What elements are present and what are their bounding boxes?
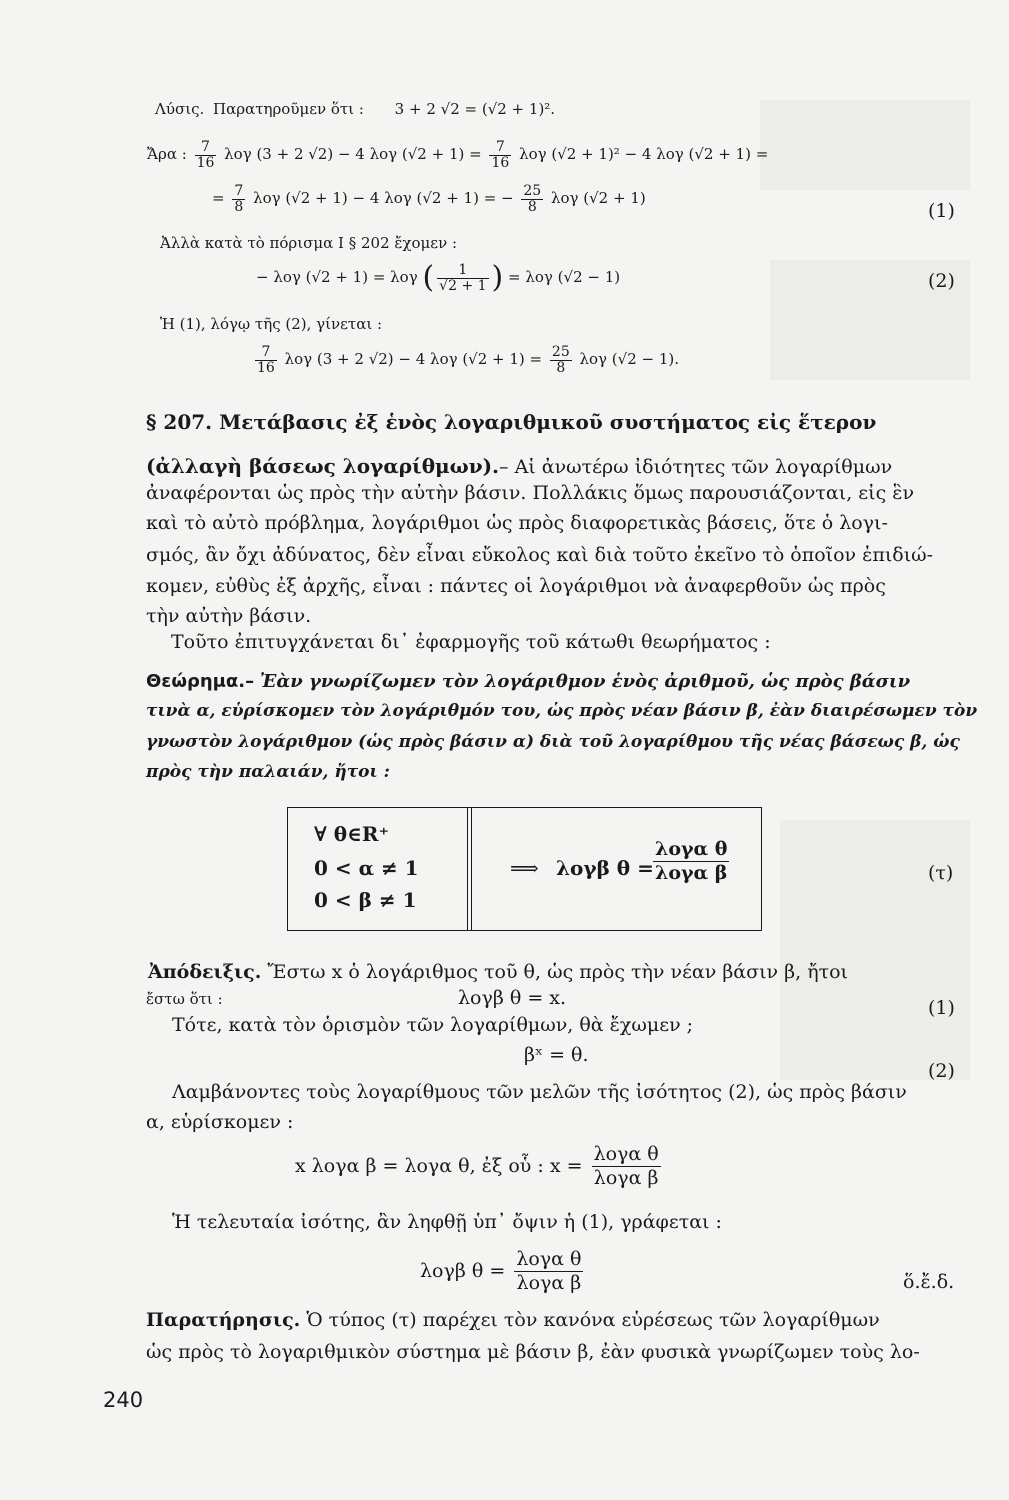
qed-mark: ὅ.ἔ.δ. (903, 1271, 955, 1293)
solution-line-7: $\frac{7}{16}$ λογ (3 + 2 √2) − 4 λογ (√2 + 1) = $\frac{25}{8}$ λογ (√2 − 1). (257, 344, 680, 376)
paragraph-line: καὶ τὸ αὐτὸ πρόβλημα, λογάριθμοι ὡς πρὸς διαφορετικὰς βάσεις, ὅτε ὁ λογι- (146, 512, 888, 534)
box-condition-theta: ∀ θ∈R⁺ (314, 822, 390, 846)
box-condition-alpha: 0 < α ≠ 1 (314, 856, 419, 880)
paragraph-line: Τοῦτο ἐπιτυγχάνεται δι᾽ ἐφαρμογῆς τοῦ κάτωθι θεωρήματος : (171, 631, 771, 653)
box-divider (471, 808, 472, 930)
proof-line-5: α, εὑρίσκομεν : (146, 1111, 294, 1133)
section-title-line-2: (ἀλλαγὴ βάσεως λογαρίθμων).– Αἱ ἀνωτέρω ἰδιότητες τῶν λογαρίθμων (146, 454, 893, 478)
proof-line-6: Ἡ τελευταία ἰσότης, ἂν ληφθῇ ὑπ᾽ ὄψιν ἡ (1), γράφεται : (172, 1211, 722, 1233)
box-formula-fraction: $\frac{\text{λογα θ}}{\text{λογα β}}$ (655, 838, 728, 884)
equation-number-1: (1) (928, 200, 955, 222)
paragraph-line: κομεν, εὐθὺς ἐξ ἀρχῆς, εἶναι : πάντες οἱ λογάριθμοι νὰ ἀναφερθοῦν ὡς πρὸς (146, 575, 886, 597)
proof-equation-3: x λογα β = λογα θ, ἐξ οὗ : x = $\frac{\text{λογα θ}}{\text{λογα β}}$ (295, 1143, 659, 1189)
proof-equation-1: λογβ θ = x. (458, 987, 567, 1009)
implies-arrow: ⟹ (510, 856, 539, 880)
box-formula-lhs: λογβ θ = (556, 856, 654, 880)
paragraph-line: σμός, ἂν ὄχι ἀδύνατος, δὲν εἶναι εὔκολος καὶ διὰ τοῦτο ἐκεῖνο τὸ ὁποῖον ἐπιδιώ- (146, 544, 934, 566)
box-divider (467, 808, 468, 930)
paragraph-line: ἀναφέρονται ὡς πρὸς τὴν αὐτὴν βάσιν. Πολλάκις ὅμως παρουσιάζονται, εἰς ἓν (146, 482, 915, 504)
solution-line-5: − λογ (√2 + 1) = λογ ( $\frac{1}{√2 + 1}$ ) = λογ (√2 − 1) (256, 260, 621, 296)
proof-equation-2: βˣ = θ. (524, 1044, 589, 1066)
solution-line-4: Ἀλλὰ κατὰ τὸ πόρισμα I § 202 ἔχομεν : (160, 234, 458, 252)
solution-line-1: Λύσις. Παρατηροῦμεν ὅτι : 3 + 2 √2 = (√2 + 1)². (155, 100, 556, 118)
solution-line-3: = $\frac{7}{8}$ λογ (√2 + 1) − 4 λογ (√2 + 1) = − $\frac{25}{8}$ λογ (√2 + 1) (212, 183, 646, 215)
theorem-line-1: Θεώρημα.– Ἐὰν γνωρίζωμεν τὸν λογάριθμον ἑνὸς ἀριθμοῦ, ὡς πρὸς βάσιν (146, 671, 911, 692)
theorem-line-4: πρὸς τὴν παλαιάν, ἤτοι : (146, 762, 390, 782)
proof-line-2: ἔστω ὅτι : (146, 990, 223, 1008)
remark-line-1: Παρατήρησις. Ὁ τύπος (τ) παρέχει τὸν κανόνα εὑρέσεως τῶν λογαρίθμων (146, 1309, 880, 1331)
theorem-line-2: τινὰ α, εὑρίσκομεν τὸν λογάριθμόν του, ὡς πρὸς νέαν βάσιν β, ἐὰν διαιρέσωμεν τὸν (146, 701, 978, 721)
proof-line-3: Τότε, κατὰ τὸν ὁρισμὸν τῶν λογαρίθμων, θὰ ἔχωμεν ; (172, 1014, 694, 1036)
theorem-line-3: γνωστὸν λογάριθμον (ὡς πρὸς βάσιν α) διὰ τοῦ λογαρίθμου τῆς νέας βάσεως β, ὡς (146, 732, 960, 752)
proof-line-4: Λαμβάνοντες τοὺς λογαρίθμους τῶν μελῶν τῆς ἰσότητος (2), ὡς πρὸς βάσιν (172, 1081, 907, 1103)
equation-number-2b: (2) (928, 1060, 955, 1082)
solution-line-6: Ἡ (1), λόγῳ τῆς (2), γίνεται : (160, 315, 383, 333)
bleed-through (760, 100, 970, 190)
paragraph-line: τὴν αὐτὴν βάσιν. (146, 605, 312, 627)
proof-line-1: Ἀπόδειξις. Ἔστω x ὁ λογάριθμος τοῦ θ, ὡς πρὸς τὴν νέαν βάσιν β, ἤτοι (148, 961, 848, 983)
formula-tag: (τ) (928, 862, 954, 884)
bleed-through (780, 820, 970, 1080)
page-number: 240 (103, 1388, 144, 1412)
remark-line-2: ὡς πρὸς τὸ λογαριθμικὸν σύστημα μὲ βάσιν β, ἐὰν φυσικὰ γνωρίζωμεν τοὺς λο- (146, 1341, 920, 1363)
proof-equation-4: λογβ θ = $\frac{\text{λογα θ}}{\text{λογα β}}$ (420, 1248, 582, 1294)
equation-number-2: (2) (928, 270, 955, 292)
solution-line-2: Ἄρα : $\frac{7}{16}$ λογ (3 + 2 √2) − 4 λογ (√2 + 1) = $\frac{7}{16}$ λογ (√2 + 1)² − 4 λογ (√2 + 1) = (147, 139, 769, 171)
box-condition-beta: 0 < β ≠ 1 (314, 888, 417, 912)
equation-number-1b: (1) (928, 997, 955, 1019)
section-title: § 207. Μετάβασις ἐξ ἑνὸς λογαριθμικοῦ συστήματος εἰς ἕτερον (146, 410, 877, 434)
theorem-formula-box (287, 807, 762, 931)
